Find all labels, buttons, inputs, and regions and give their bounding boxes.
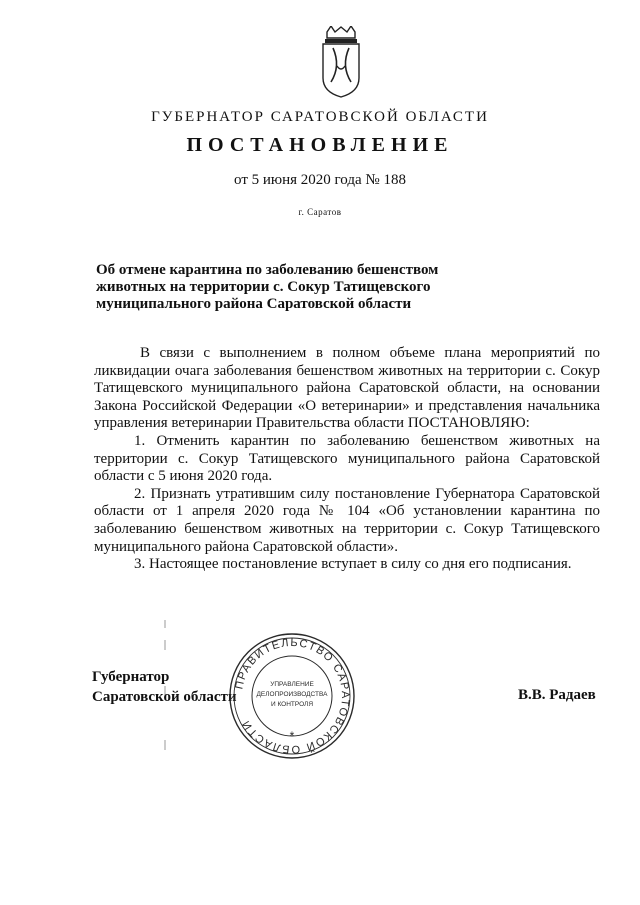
document-type: ПОСТАНОВЛЕНИЕ	[186, 134, 454, 156]
position-line: Губернатор	[92, 669, 170, 685]
title-line: Об отмене карантина по заболеванию бешенством	[96, 262, 439, 278]
date-number: от 5 июня 2020 года № 188	[234, 172, 406, 188]
position-line: Саратовской области	[92, 689, 237, 705]
signature-name: В.В. Радаев	[518, 687, 596, 703]
seal-line: И КОНТРОЛЯ	[270, 701, 314, 708]
official-seal	[228, 632, 356, 760]
document-body	[94, 345, 600, 574]
city: г. Саратов	[298, 207, 342, 217]
title-line: животных на территории с. Сокур Татищевского	[96, 279, 431, 295]
item-2: 2. Признать утратившим силу постановление Губернатора Саратовской области от 1 апреля 2020 года № 104 «Об установлении карантина по заболеванию бешенством животных на территории с. Сокур Татищевского муниципального района Саратовской области».	[94, 485, 600, 555]
seal-star: *	[289, 729, 295, 743]
item-3: 3. Настоящее постановление вступает в силу со дня его подписания.	[134, 556, 572, 573]
signature-position	[92, 667, 237, 707]
governor-title: ГУБЕРНАТОР САРАТОВСКОЙ ОБЛАСТИ	[151, 109, 489, 125]
item-1: 1. Отменить карантин по заболеванию бешенством животных на территории с. Сокур Татищевского муниципального района Саратовской области с 5 июня 2020 года.	[94, 432, 600, 485]
seal-line: ДЕЛОПРОИЗВОДСТВА	[256, 691, 328, 698]
coat-of-arms-icon	[319, 26, 363, 98]
seal-line: УПРАВЛЕНИЕ	[270, 681, 314, 688]
seal-ring-text: ПРАВИТЕЛЬСТВО САРАТОВСКОЙ ОБЛАСТИ	[233, 636, 352, 756]
preamble: В связи с выполнением в полном объеме плана мероприятий по ликвидации очага заболевания бешенством животных на территории с. Сокур Татищевского муниципального района Саратовской области, на основании Закона Российской Федерации «О ветеринарии» и представления начальника управления ветеринарии Правительства области ПОСТАНОВЛЯЮ:	[94, 345, 600, 432]
document-title	[96, 262, 476, 313]
title-line: муниципального района Саратовской области	[96, 296, 412, 312]
